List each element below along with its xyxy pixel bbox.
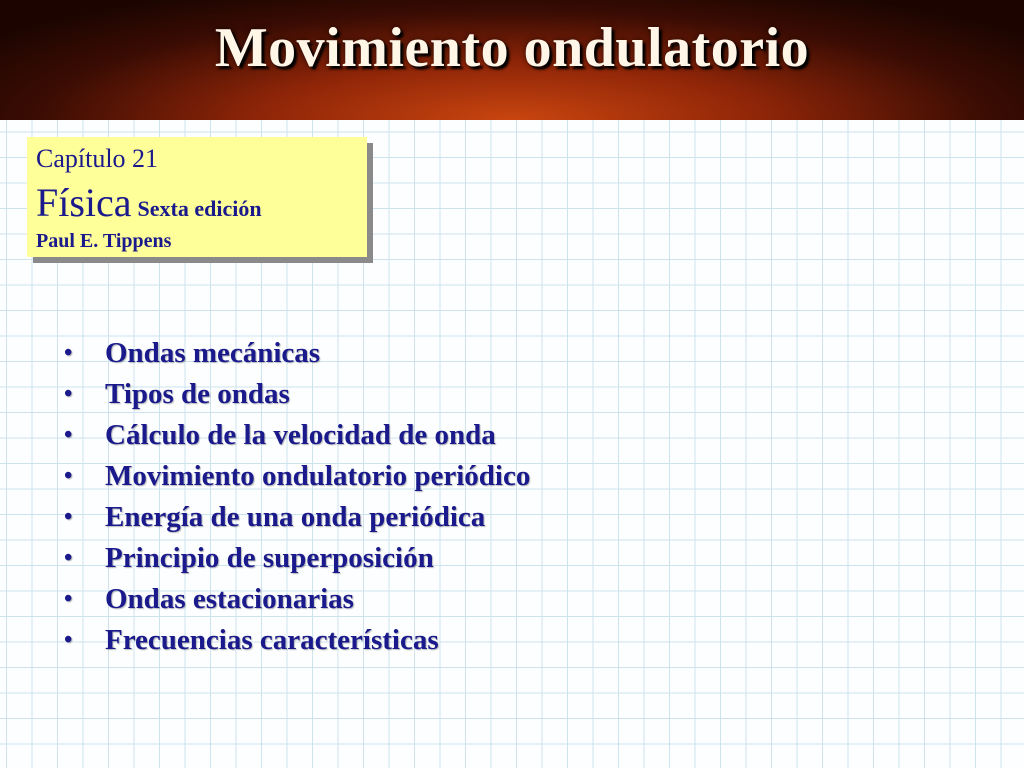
bullet-icon: • [64, 586, 73, 612]
topic-text: Ondas mecánicas [105, 337, 321, 369]
topic-text: Principio de superposición [105, 542, 434, 574]
bullet-icon: • [64, 463, 73, 489]
topic-text: Ondas estacionarias [105, 583, 354, 615]
topic-text: Energía de una onda periódica [105, 501, 486, 533]
bullet-icon: • [64, 422, 73, 448]
topic-text: Tipos de ondas [105, 378, 290, 410]
topic-text: Movimiento ondulatorio periódico [105, 460, 531, 492]
bullet-icon: • [64, 545, 73, 571]
book-title-line [36, 181, 262, 234]
slide-title: Movimiento ondulatorio [214, 17, 810, 79]
topic-text: Cálculo de la velocidad de onda [105, 419, 496, 451]
book-author: Paul E. Tippens [36, 230, 172, 252]
book-info-box [27, 137, 367, 257]
topic-text: Frecuencias características [105, 624, 439, 656]
book-title: Física [36, 180, 132, 225]
bullet-icon: • [64, 381, 73, 407]
bullet-icon: • [64, 504, 73, 530]
bullet-icon: • [64, 627, 73, 653]
title-banner [0, 0, 1024, 120]
chapter-label: Capítulo 21 [36, 144, 159, 173]
book-edition: Sexta edición [137, 196, 262, 221]
bullet-icon: • [64, 340, 73, 366]
